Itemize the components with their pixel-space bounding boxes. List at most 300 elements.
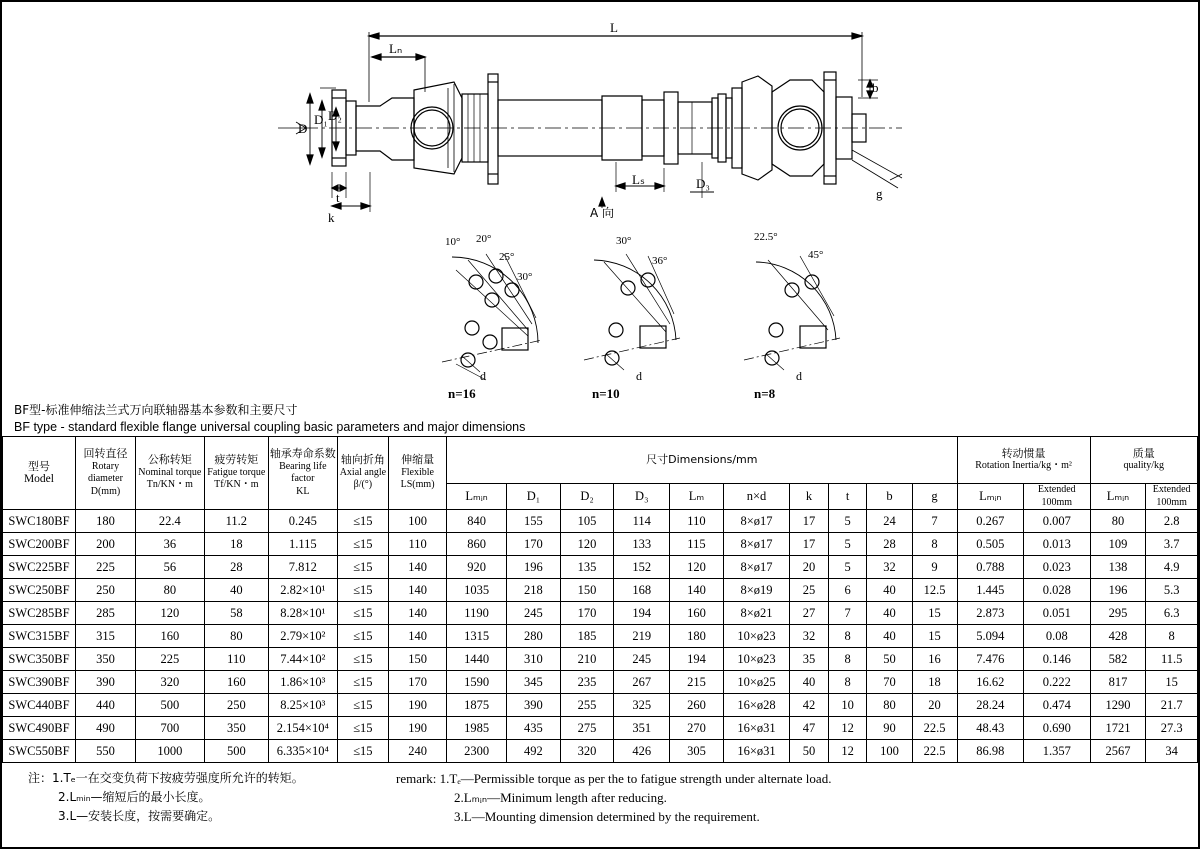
cell-Lm: 270	[670, 717, 724, 740]
cell-nd: 8×ø17	[723, 556, 790, 579]
note-cn-1: 注：1.Tₑ一在交变负荷下按疲劳强度所允许的转矩。	[28, 771, 304, 785]
cell-model: SWC200BF	[3, 533, 76, 556]
cell-model: SWC550BF	[3, 740, 76, 763]
table-row	[3, 671, 1198, 694]
diagram-name-2: n=10	[592, 386, 620, 401]
cell-D1: 345	[507, 671, 561, 694]
note-en-1: remark: 1.Tₑ—Permissible torque as per the to fatigue strength under alternate load.	[396, 771, 832, 786]
note-cn-2: 2.Lₘᵢₙ—缩短后的最小长度。	[58, 790, 211, 804]
cell-beta: ≤15	[337, 648, 388, 671]
th-dim-b: b	[867, 484, 912, 510]
th-quality-ext: Extended 100mm	[1146, 484, 1198, 510]
cell-g: 20	[912, 694, 957, 717]
cell-Tf: 500	[204, 740, 268, 763]
cell-nd: 8×ø21	[723, 602, 790, 625]
table-row	[3, 717, 1198, 740]
cell-Imin: 48.43	[957, 717, 1024, 740]
cell-Tf: 160	[204, 671, 268, 694]
cell-Tn: 225	[136, 648, 205, 671]
cell-Tn: 160	[136, 625, 205, 648]
cell-k: 17	[790, 510, 829, 533]
cell-LS: 240	[389, 740, 447, 763]
cell-Tn: 80	[136, 579, 205, 602]
table-row	[3, 602, 1198, 625]
cell-nd: 8×ø17	[723, 533, 790, 556]
cell-D2: 275	[560, 717, 614, 740]
cell-Tn: 36	[136, 533, 205, 556]
label-D1: D₁	[314, 112, 328, 127]
label-b: b	[872, 80, 879, 95]
cell-Tf: 110	[204, 648, 268, 671]
cell-D2: 150	[560, 579, 614, 602]
table-row	[3, 579, 1198, 602]
th-axial-angle: 轴向折角 Axial angle β/(°)	[337, 437, 388, 510]
table-row	[3, 625, 1198, 648]
cell-Iext: 0.146	[1024, 648, 1091, 671]
cell-g: 7	[912, 510, 957, 533]
cell-k: 27	[790, 602, 829, 625]
angle-10: 10°	[445, 236, 461, 248]
cell-Imin: 0.788	[957, 556, 1024, 579]
note-en-3: 3.L—Mounting dimension determined by the requirement.	[454, 809, 760, 824]
th-dim-g: g	[912, 484, 957, 510]
cell-LS: 170	[389, 671, 447, 694]
cell-nd: 16×ø31	[723, 740, 790, 763]
cell-Tn: 120	[136, 602, 205, 625]
diagram-name-1: n=16	[448, 386, 476, 401]
cell-D: 440	[75, 694, 135, 717]
cell-Lmin: 840	[447, 510, 507, 533]
cell-Tf: 40	[204, 579, 268, 602]
cell-D: 390	[75, 671, 135, 694]
angle-30: 30°	[517, 271, 533, 283]
cell-Imin: 0.267	[957, 510, 1024, 533]
cell-Wmin: 1721	[1090, 717, 1146, 740]
table-row	[3, 533, 1198, 556]
cell-Lmin: 1035	[447, 579, 507, 602]
cell-Lm: 194	[670, 648, 724, 671]
cell-t: 5	[828, 533, 867, 556]
cell-model: SWC490BF	[3, 717, 76, 740]
th-inertia: 转动惯量 Rotation Inertia/kg・m²	[957, 437, 1090, 484]
cell-Iext: 0.007	[1024, 510, 1091, 533]
cell-D2: 120	[560, 533, 614, 556]
cell-g: 18	[912, 671, 957, 694]
cell-LS: 140	[389, 625, 447, 648]
cell-Tf: 250	[204, 694, 268, 717]
cell-D: 490	[75, 717, 135, 740]
cell-Wmin: 80	[1090, 510, 1146, 533]
cell-Wext: 8	[1146, 625, 1198, 648]
cell-D: 550	[75, 740, 135, 763]
cell-k: 35	[790, 648, 829, 671]
cell-Imin: 86.98	[957, 740, 1024, 763]
th-inertia-ext: Extended 100mm	[1024, 484, 1091, 510]
label-view-a: A 向	[590, 206, 615, 220]
cell-Lmin: 1590	[447, 671, 507, 694]
th-flexible: 伸缩量 Flexible LS(mm)	[389, 437, 447, 510]
cell-D3: 194	[614, 602, 670, 625]
angle-20: 20°	[476, 233, 492, 245]
cell-Iext: 0.690	[1024, 717, 1091, 740]
angle-25: 25°	[499, 251, 515, 263]
cell-D2: 235	[560, 671, 614, 694]
cell-D1: 435	[507, 717, 561, 740]
th-dimensions: 尺寸Dimensions/mm	[447, 437, 958, 484]
cell-g: 8	[912, 533, 957, 556]
cell-b: 80	[867, 694, 912, 717]
cell-Wext: 27.3	[1146, 717, 1198, 740]
cell-D2: 135	[560, 556, 614, 579]
th-dim-lm: Lₘ	[670, 484, 724, 510]
angle2-36: 36°	[652, 255, 668, 267]
cell-Lmin: 1985	[447, 717, 507, 740]
cell-beta: ≤15	[337, 717, 388, 740]
cell-g: 22.5	[912, 740, 957, 763]
cell-model: SWC315BF	[3, 625, 76, 648]
th-model: 型号 Model	[3, 437, 76, 510]
cell-KL: 1.115	[269, 533, 338, 556]
cell-Wmin: 295	[1090, 602, 1146, 625]
cell-Wmin: 196	[1090, 579, 1146, 602]
cell-nd: 8×ø19	[723, 579, 790, 602]
cell-D1: 155	[507, 510, 561, 533]
table-row	[3, 556, 1198, 579]
cell-Tn: 22.4	[136, 510, 205, 533]
cell-LS: 110	[389, 533, 447, 556]
cell-D: 315	[75, 625, 135, 648]
cell-model: SWC225BF	[3, 556, 76, 579]
cell-Tn: 700	[136, 717, 205, 740]
label-Ln: Lₙ	[389, 41, 403, 56]
notes-section	[2, 763, 1198, 826]
th-dim-nd: n×d	[723, 484, 790, 510]
cell-nd: 16×ø31	[723, 717, 790, 740]
cell-D1: 245	[507, 602, 561, 625]
cell-Lm: 180	[670, 625, 724, 648]
cell-Wext: 11.5	[1146, 648, 1198, 671]
cell-Iext: 0.08	[1024, 625, 1091, 648]
cell-model: SWC350BF	[3, 648, 76, 671]
cell-k: 47	[790, 717, 829, 740]
d-label-1: d	[480, 369, 486, 383]
cell-t: 10	[828, 694, 867, 717]
label-k: k	[328, 210, 335, 225]
cell-Lm: 215	[670, 671, 724, 694]
cell-Imin: 7.476	[957, 648, 1024, 671]
cell-D3: 133	[614, 533, 670, 556]
cell-Wext: 6.3	[1146, 602, 1198, 625]
note-en-2: 2.Lₘᵢₙ—Minimum length after reducing.	[454, 790, 667, 805]
cell-LS: 190	[389, 694, 447, 717]
cell-Lm: 160	[670, 602, 724, 625]
cell-D2: 320	[560, 740, 614, 763]
th-quality-lmin: Lₘᵢₙ	[1090, 484, 1146, 510]
cell-D2: 170	[560, 602, 614, 625]
th-dim-t: t	[828, 484, 867, 510]
cell-b: 40	[867, 602, 912, 625]
cell-Lm: 120	[670, 556, 724, 579]
cell-D: 285	[75, 602, 135, 625]
cell-KL: 1.86×10³	[269, 671, 338, 694]
label-L: L	[610, 20, 618, 35]
cell-Lmin: 920	[447, 556, 507, 579]
cell-Iext: 0.028	[1024, 579, 1091, 602]
cell-Iext: 0.013	[1024, 533, 1091, 556]
cell-D1: 196	[507, 556, 561, 579]
caption-english: BF type - standard flexible flange universal coupling basic parameters and major dimensions	[14, 420, 526, 434]
cell-Imin: 0.505	[957, 533, 1024, 556]
cell-D3: 245	[614, 648, 670, 671]
technical-drawing	[2, 2, 1198, 402]
cell-Iext: 0.051	[1024, 602, 1091, 625]
cell-Tn: 500	[136, 694, 205, 717]
cell-Tf: 58	[204, 602, 268, 625]
d-label-3: d	[796, 369, 802, 383]
cell-g: 16	[912, 648, 957, 671]
cell-KL: 2.82×10¹	[269, 579, 338, 602]
cell-Lmin: 1440	[447, 648, 507, 671]
cell-b: 90	[867, 717, 912, 740]
cell-D2: 255	[560, 694, 614, 717]
cell-KL: 7.44×10²	[269, 648, 338, 671]
cell-t: 8	[828, 648, 867, 671]
cell-nd: 10×ø25	[723, 671, 790, 694]
cell-nd: 10×ø23	[723, 625, 790, 648]
cell-LS: 190	[389, 717, 447, 740]
cell-D: 350	[75, 648, 135, 671]
cell-g: 22.5	[912, 717, 957, 740]
cell-k: 40	[790, 671, 829, 694]
cell-t: 8	[828, 671, 867, 694]
th-rotary-diameter: 回转直径 Rotary diameter D(mm)	[75, 437, 135, 510]
cell-KL: 2.79×10²	[269, 625, 338, 648]
cell-Wmin: 138	[1090, 556, 1146, 579]
label-Ls: Lₛ	[632, 172, 645, 187]
cell-Imin: 16.62	[957, 671, 1024, 694]
cell-model: SWC390BF	[3, 671, 76, 694]
cell-t: 7	[828, 602, 867, 625]
table-row	[3, 510, 1198, 533]
cell-Lm: 140	[670, 579, 724, 602]
cell-D1: 218	[507, 579, 561, 602]
cell-nd: 8×ø17	[723, 510, 790, 533]
cell-D3: 325	[614, 694, 670, 717]
cell-beta: ≤15	[337, 694, 388, 717]
cell-g: 9	[912, 556, 957, 579]
cell-beta: ≤15	[337, 533, 388, 556]
cell-D3: 426	[614, 740, 670, 763]
cell-Tf: 11.2	[204, 510, 268, 533]
note-cn-3: 3.L—安装长度，按需要确定。	[58, 809, 221, 823]
caption-chinese: BF型-标准伸缩法兰式万向联轴器基本参数和主要尺寸	[14, 403, 298, 417]
label-D2: D₂	[328, 108, 342, 123]
cell-D2: 105	[560, 510, 614, 533]
cell-Lmin: 2300	[447, 740, 507, 763]
cell-Tf: 350	[204, 717, 268, 740]
label-D3: D₃	[696, 176, 710, 191]
table-row	[3, 694, 1198, 717]
cell-LS: 140	[389, 556, 447, 579]
cell-beta: ≤15	[337, 556, 388, 579]
cell-Iext: 0.023	[1024, 556, 1091, 579]
label-D: D	[298, 121, 308, 136]
cell-t: 6	[828, 579, 867, 602]
cell-Lm: 305	[670, 740, 724, 763]
cell-b: 24	[867, 510, 912, 533]
cell-Tf: 28	[204, 556, 268, 579]
cell-t: 5	[828, 556, 867, 579]
cell-Iext: 0.222	[1024, 671, 1091, 694]
cell-k: 20	[790, 556, 829, 579]
angle3-45: 45°	[808, 249, 824, 261]
cell-D3: 114	[614, 510, 670, 533]
cell-b: 32	[867, 556, 912, 579]
cell-Iext: 1.357	[1024, 740, 1091, 763]
cell-Lm: 115	[670, 533, 724, 556]
angle2-30: 30°	[616, 235, 632, 247]
table-body	[3, 510, 1198, 763]
cell-beta: ≤15	[337, 579, 388, 602]
cell-Wext: 3.7	[1146, 533, 1198, 556]
cell-b: 40	[867, 625, 912, 648]
cell-b: 100	[867, 740, 912, 763]
cell-LS: 100	[389, 510, 447, 533]
cell-D1: 280	[507, 625, 561, 648]
cell-KL: 2.154×10⁴	[269, 717, 338, 740]
cell-D: 180	[75, 510, 135, 533]
cell-nd: 10×ø23	[723, 648, 790, 671]
cell-D2: 210	[560, 648, 614, 671]
cell-D3: 351	[614, 717, 670, 740]
cell-Wmin: 1290	[1090, 694, 1146, 717]
th-bearing-life: 轴承寿命系数 Bearing life factor KL	[269, 437, 338, 510]
cell-b: 28	[867, 533, 912, 556]
cell-KL: 0.245	[269, 510, 338, 533]
cell-b: 40	[867, 579, 912, 602]
th-dim-d3: D₃	[614, 484, 670, 510]
cell-b: 70	[867, 671, 912, 694]
cell-Imin: 2.873	[957, 602, 1024, 625]
cell-Wext: 21.7	[1146, 694, 1198, 717]
cell-Wmin: 2567	[1090, 740, 1146, 763]
cell-D: 250	[75, 579, 135, 602]
diagram-name-3: n=8	[754, 386, 776, 401]
table-row	[3, 648, 1198, 671]
cell-Imin: 1.445	[957, 579, 1024, 602]
cell-Wext: 5.3	[1146, 579, 1198, 602]
cell-D3: 219	[614, 625, 670, 648]
cell-Lm: 260	[670, 694, 724, 717]
cell-Tn: 56	[136, 556, 205, 579]
cell-g: 12.5	[912, 579, 957, 602]
d-label-2: d	[636, 369, 642, 383]
cell-D2: 185	[560, 625, 614, 648]
cell-Tn: 1000	[136, 740, 205, 763]
cell-k: 32	[790, 625, 829, 648]
cell-LS: 150	[389, 648, 447, 671]
cell-k: 25	[790, 579, 829, 602]
cell-beta: ≤15	[337, 740, 388, 763]
cell-D: 225	[75, 556, 135, 579]
cell-k: 42	[790, 694, 829, 717]
cell-model: SWC440BF	[3, 694, 76, 717]
cell-Wmin: 109	[1090, 533, 1146, 556]
cell-D3: 267	[614, 671, 670, 694]
cell-Wext: 2.8	[1146, 510, 1198, 533]
th-dim-d2: D₂	[560, 484, 614, 510]
th-nominal-torque: 公称转矩 Nominal torque Tn/KN・m	[136, 437, 205, 510]
cell-g: 15	[912, 625, 957, 648]
cell-beta: ≤15	[337, 671, 388, 694]
cell-beta: ≤15	[337, 602, 388, 625]
cell-model: SWC250BF	[3, 579, 76, 602]
cell-t: 5	[828, 510, 867, 533]
cell-Iext: 0.474	[1024, 694, 1091, 717]
cell-D3: 168	[614, 579, 670, 602]
cell-KL: 7.812	[269, 556, 338, 579]
angle3-225: 22.5°	[754, 231, 778, 243]
cell-KL: 8.25×10³	[269, 694, 338, 717]
cell-D1: 390	[507, 694, 561, 717]
cell-Imin: 28.24	[957, 694, 1024, 717]
cell-beta: ≤15	[337, 625, 388, 648]
cell-KL: 8.28×10¹	[269, 602, 338, 625]
cell-D3: 152	[614, 556, 670, 579]
cell-D1: 170	[507, 533, 561, 556]
cell-KL: 6.335×10⁴	[269, 740, 338, 763]
cell-Imin: 5.094	[957, 625, 1024, 648]
cell-model: SWC285BF	[3, 602, 76, 625]
cell-Wext: 34	[1146, 740, 1198, 763]
cell-model: SWC180BF	[3, 510, 76, 533]
cell-t: 8	[828, 625, 867, 648]
notes-chinese	[2, 769, 368, 826]
cell-nd: 16×ø28	[723, 694, 790, 717]
cell-Wext: 4.9	[1146, 556, 1198, 579]
cell-Lmin: 1190	[447, 602, 507, 625]
cell-Wmin: 582	[1090, 648, 1146, 671]
drawing-svg	[2, 2, 1200, 402]
cell-t: 12	[828, 740, 867, 763]
cell-Tf: 18	[204, 533, 268, 556]
th-dim-k: k	[790, 484, 829, 510]
cell-Wmin: 817	[1090, 671, 1146, 694]
cell-Lmin: 1875	[447, 694, 507, 717]
th-inertia-lmin: Lₘᵢₙ	[957, 484, 1024, 510]
th-dim-d1: D₁	[507, 484, 561, 510]
th-fatigue-torque: 疲劳转矩 Fatigue torque Tf/KN・m	[204, 437, 268, 510]
cell-Lm: 110	[670, 510, 724, 533]
cell-b: 50	[867, 648, 912, 671]
cell-g: 15	[912, 602, 957, 625]
cell-Lmin: 860	[447, 533, 507, 556]
cell-t: 12	[828, 717, 867, 740]
cell-D: 200	[75, 533, 135, 556]
th-dim-lmin: Lₘᵢₙ	[447, 484, 507, 510]
table-row	[3, 740, 1198, 763]
parameters-table	[2, 436, 1198, 763]
cell-D1: 310	[507, 648, 561, 671]
cell-Lmin: 1315	[447, 625, 507, 648]
cell-D1: 492	[507, 740, 561, 763]
cell-k: 50	[790, 740, 829, 763]
cell-LS: 140	[389, 579, 447, 602]
cell-Tf: 80	[204, 625, 268, 648]
cell-Wmin: 428	[1090, 625, 1146, 648]
cell-LS: 140	[389, 602, 447, 625]
th-quality: 质量 quality/kg	[1090, 437, 1197, 484]
